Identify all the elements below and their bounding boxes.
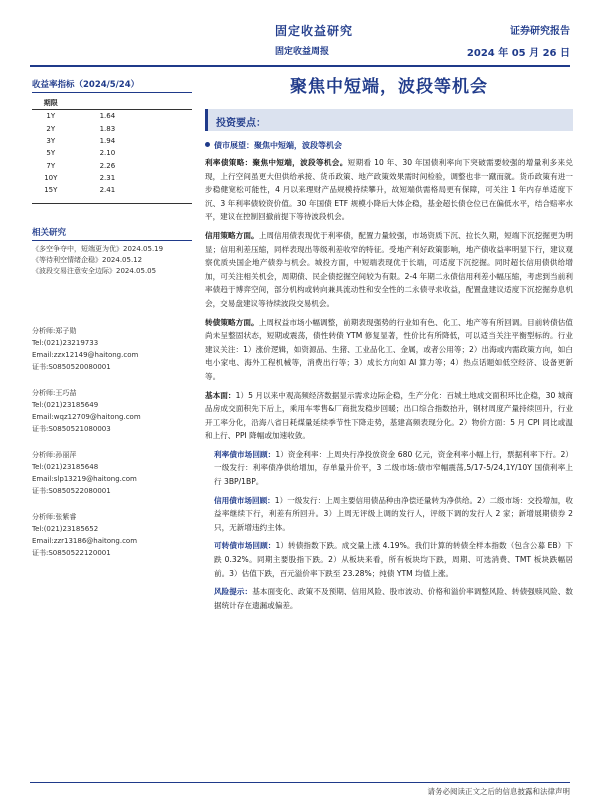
risk-lead: 风险提示： xyxy=(214,587,253,597)
table-row xyxy=(32,147,192,159)
analyst-name: 分析师:孙丽萍 xyxy=(32,450,77,459)
report-date: 2024 年 05 月 26 日 xyxy=(466,48,570,59)
yield-header-value xyxy=(70,97,192,110)
rate-review-lead: 利率债市场回顾： xyxy=(214,449,276,459)
credit-strategy-paragraph xyxy=(205,229,573,311)
page-title: 聚焦中短端，波段等机会 xyxy=(290,77,488,97)
cb-review-paragraph xyxy=(205,539,573,580)
related-link[interactable]: 《波段交易注意安全边际》2024.05.05 xyxy=(32,266,157,275)
table-row xyxy=(32,160,192,172)
related-research-title: 相关研究 xyxy=(32,226,192,241)
table-row xyxy=(32,122,192,134)
footer-disclaimer: 请务必阅读正文之后的信息披露和法律声明 xyxy=(427,787,570,796)
sidebar xyxy=(32,78,192,573)
yield-table-bottom-rule xyxy=(32,203,192,204)
analyst-tel: Tel:(021)23185652 xyxy=(32,524,99,533)
table-row xyxy=(32,110,192,123)
cb-strategy-lead: 转债策略方面。 xyxy=(205,317,259,327)
table-row xyxy=(32,184,192,196)
credit-strategy-body: 上周信用债表现优于利率债，配置力量较强，市场资质下沉、拉长久期，短端下沉挖掘更为明显；信用利差压缩，同样表现出等级利差收窄的特征。受地产利好政策影响，地产债收益率明显下行，建议观察优质央国企地产债券与机会。城投方面，中短端表现优于长端，可适度下沉挖掘。同时超长信用债供给增加，可关注相关机会，周期债、民企债挖掘空间较为有限。2-4 年期二永债信用利差小幅压缩，考虑到当前利率债趋于博弈空间，部分机构或转向兼具流动性和安全性的二永债寻求收益，配置盘建议适度下沉挖掘券息机会，交易盘建议等待续波段交易机会。 xyxy=(205,230,574,308)
risk-paragraph xyxy=(205,585,573,612)
analyst-card xyxy=(32,387,192,435)
analyst-card xyxy=(32,449,192,497)
analyst-email[interactable]: Email:zzx12149@haitong.com xyxy=(32,350,139,359)
yield-term: 15Y xyxy=(44,186,58,195)
yield-value: 1.94 xyxy=(99,136,116,145)
rate-review-body: 1）资金利率：上周央行净投放资金 680 亿元，资金利率小幅上行，票据利率下行。2）一级发行：利率债净供给增加，存单量升价平，3 二级市场:债市窄幅震荡,5/17-5/24,1Y/10Y 国债利率上行 3BP/1BP。 xyxy=(214,449,573,487)
yield-term: 5Y xyxy=(46,149,56,158)
yield-term: 3Y xyxy=(46,136,56,145)
fundamentals-lead: 基本面： xyxy=(205,390,236,400)
analyst-name: 分析师:郑子勋 xyxy=(32,326,77,335)
yield-term: 7Y xyxy=(46,161,56,170)
analyst-email[interactable]: Email:zzr13186@haitong.com xyxy=(32,536,138,545)
rate-review-paragraph xyxy=(205,448,573,489)
main-content xyxy=(205,72,573,617)
analyst-tel: Tel:(021)23219733 xyxy=(32,338,99,347)
bond-outlook-text: 债市展望：聚焦中短端，波段等机会 xyxy=(214,141,342,150)
rate-strategy-lead: 利率债策略：聚焦中短端，波段等机会。 xyxy=(205,158,348,167)
header-divider xyxy=(30,65,570,67)
yield-term: 1Y xyxy=(46,112,56,121)
yield-term: 10Y xyxy=(44,174,58,183)
report-type: 证券研究报告 xyxy=(510,26,570,37)
analyst-cert: 证书:S0850520080001 xyxy=(32,362,111,371)
footer-divider xyxy=(30,782,570,783)
fundamentals-paragraph xyxy=(205,389,573,443)
analyst-cert: 证书:S0850522120001 xyxy=(32,548,111,557)
bullet-icon xyxy=(205,142,210,147)
analyst-name: 分析师:张紫睿 xyxy=(32,512,77,521)
risk-body: 基本面变化、政策不及预期、信用风险、股市波动、价格和溢价率调整风险、转债强赎风险、数据统计存在遗漏或偏差。 xyxy=(214,587,574,610)
rate-strategy-paragraph xyxy=(205,156,573,224)
credit-strategy-lead: 信用策略方面。 xyxy=(205,230,259,240)
analyst-cert: 证书:S0850522080001 xyxy=(32,486,111,495)
analyst-tel: Tel:(021)23185649 xyxy=(32,400,99,409)
rate-strategy-body: 短期看 10 年、30 年国债利率向下突破需要较强的增量利多来兑现，上行空间虽更大但供给承接、货币政策、地产政策效果需时间检验，调整也非一蹴而就。货币政策有进一步稳健宽松可能性，4 月以来理财产品规模持续攀升，故短端供需格局更有保障，可关注 1 年内存单适度下沉、3 年利率债较资价值。30 年国债 ETF 规模小降后大体企稳，基金超长债仓位已在偏低水平，结合赔率水平，建议在控制回撤前提下等待波段机会。 xyxy=(205,158,573,222)
analyst-email[interactable]: Email:slp13219@haitong.com xyxy=(32,474,137,483)
table-row xyxy=(32,172,192,184)
section-label: 投资要点： xyxy=(205,109,573,131)
analyst-tel: Tel:(021)23185648 xyxy=(32,462,99,471)
yield-header-term: 期限 xyxy=(32,97,70,110)
yield-value: 2.41 xyxy=(99,186,116,195)
credit-review-body: 1）一级发行：上周主要信用债品种由净偿还量转为净供给。2）二级市场：交投增加，收益率继续下行，利差有所回升。3）上周无评级上调的发行人，评级下调的发行人 2 家；新增展期债券 2 只，无新增违约主体。 xyxy=(214,495,573,532)
header-title: 固定收益研究 xyxy=(275,24,354,38)
cb-strategy-body: 上周权益市场小幅调整，前期表现强势的行业如有色、化工、地产等有所回调。目前转债估值尚未呈整固状态，短期或震荡，债性转债 YTM 修复显著，性价比有所降低，可以适当关注平衡型标的。行业建议关注：1）涨价逻辑，如资源品、生猪、工业品化工、金属，或者公用等；2）出海或内需政策方向，如白电小家电、海外工程机械等，消费出行等；3）成长方向如 AI 算力等；4）热点话题如低空经济、设备更新等。 xyxy=(205,317,574,381)
analyst-email[interactable]: Email:wqz12709@haitong.com xyxy=(32,412,141,421)
cb-review-lead: 可转债市场回顾： xyxy=(214,541,276,551)
yield-value: 2.31 xyxy=(99,174,116,183)
analyst-cert: 证书:S0850521080003 xyxy=(32,424,111,433)
related-link[interactable]: 《等待利空情绪企稳》2024.05.12 xyxy=(32,255,143,264)
cb-strategy-paragraph xyxy=(205,316,573,384)
yield-value: 1.83 xyxy=(99,124,116,133)
yield-value: 2.10 xyxy=(99,149,116,158)
yield-value: 2.26 xyxy=(99,161,116,170)
analyst-card xyxy=(32,325,192,373)
bond-outlook-heading xyxy=(205,139,573,152)
yield-term: 2Y xyxy=(46,124,56,133)
table-row xyxy=(32,135,192,147)
credit-review-lead: 信用债市场回顾： xyxy=(214,495,275,505)
credit-review-paragraph xyxy=(205,494,573,535)
page-header xyxy=(30,20,570,66)
yield-value: 1.64 xyxy=(99,112,116,121)
yield-title: 收益率指标（2024/5/24） xyxy=(32,78,192,93)
analyst-name: 分析师:王巧喆 xyxy=(32,388,77,397)
analyst-card xyxy=(32,511,192,559)
cb-review-body: 1）转债指数下跌。成交量上涨 4.19%。我们计算的转债全样本指数（包含公募 EB）下跌 0.32%。同期主要股指下跌。2）从板块来看，所有板块均下跌，周期、可选消费、TMT 板块跌幅居前。3）估值下跌，百元溢价率下跌至 23.28%；纯债 YTM 均值上涨。 xyxy=(214,541,573,578)
yield-table xyxy=(32,97,192,197)
header-subtitle: 固定收益周报 xyxy=(275,47,330,57)
analyst-list xyxy=(32,325,192,559)
related-link[interactable]: 《多空争夺中，短端更为优》2024.05.19 xyxy=(32,244,164,253)
fundamentals-body: 1）5 月以来中观高频经济数据显示需求边际企稳，生产分化：百城土地成交面积环比企稳，30 城商品房成交面积先下后上，乘用车零售&厂商批发稳步回暖；出口综合指数抬升，钢材周度产量持续回升，行业开工率分化，沿海八省日耗煤量延续季节性下降走势，基建高频表现分化。2）物价方面：5 月 CPI 同比或温和上行、PPI 降幅或加速收敛。 xyxy=(205,390,573,441)
